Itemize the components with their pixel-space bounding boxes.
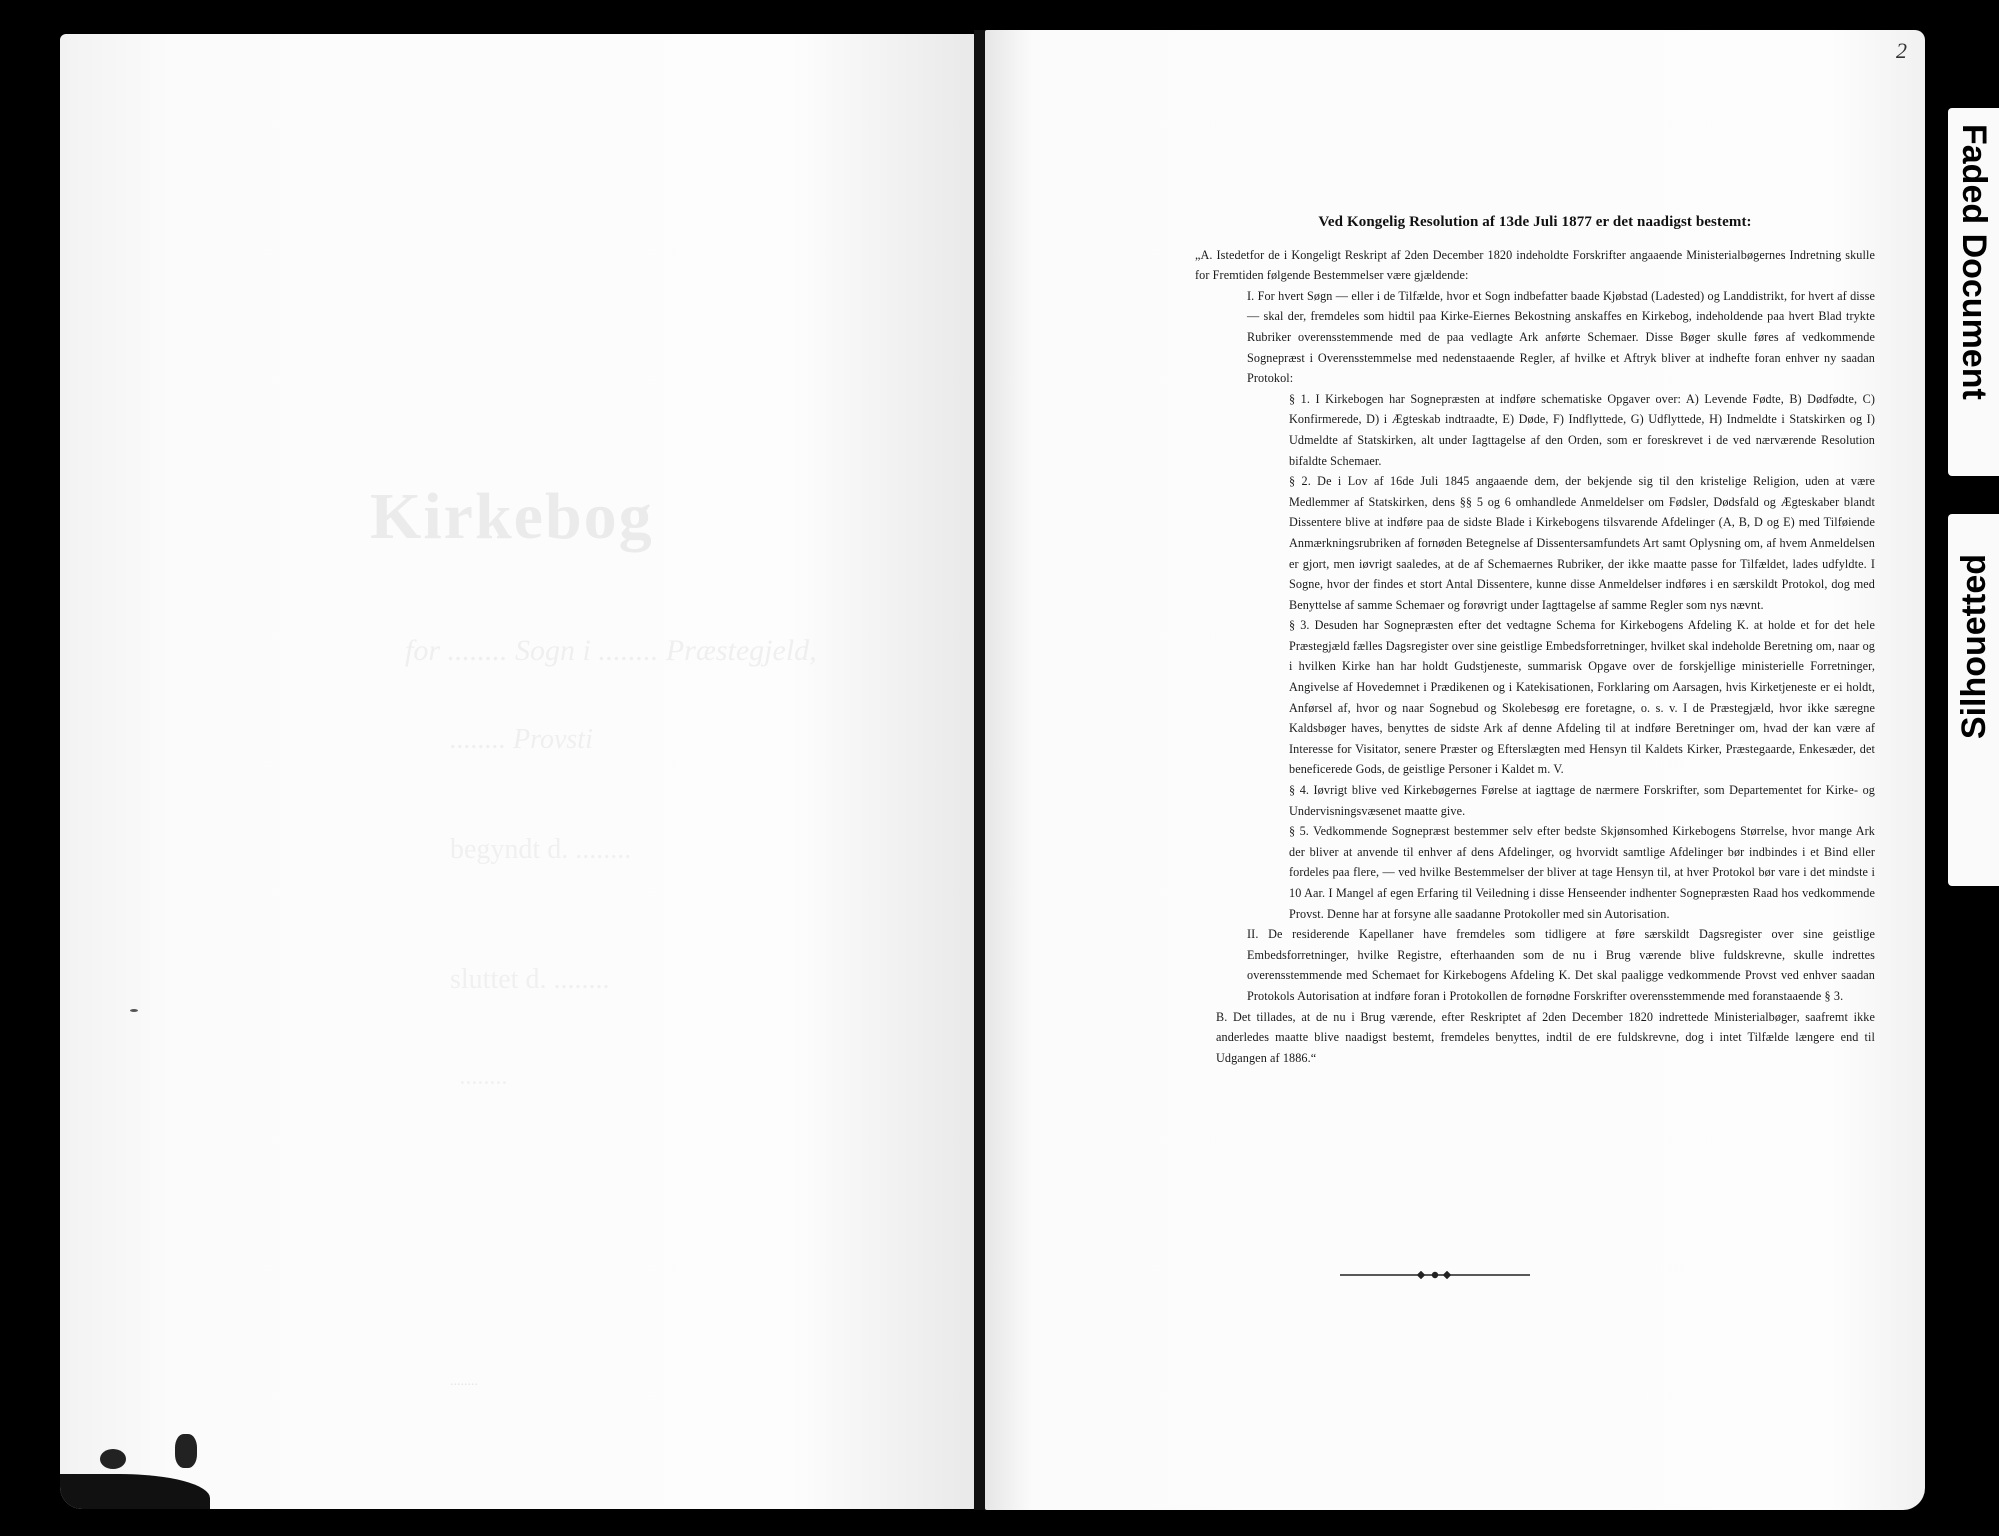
- paragraph-section-3: § 3. Desuden har Sognepræsten efter det vedtagne Schema for Kirkebogens Afdeling K. at holde et for det hele Præstegjæld fælles Dagsregister over sine geistlige Embedsforretninger, hvilket skal indeholde Beretning om, naar og i hvilken Kirke han har holdt Gudstjeneste, summarisk Opgave over de forskjellige ministerielle Forretninger, Angivelse af Hovedemnet i Prædikenen og i Katekisationen, Forklaring om Aarsagen, hvis Kirketjeneste er ei holdt, Anførsel af, hvor og naar Sognebud og Skolebesøg ere foretagne, o. s. v. I de Præstegjæld, hvor ikke særegne Kaldsbøger haves, benyttes de sidste Ark af denne Afdeling til at indføre Beretninger om, hvad der kan være af Interesse for Visitator, senere Præster og Efterslægten med Hensyn til Kaldets Kirker, Præstegaarde, Enkesæder, det beneficerede Gods, de geistlige Personer i Kaldet m. V.: [1289, 618, 1875, 777]
- paragraph-section-2: § 2. De i Lov af 16de Juli 1845 angaaende dem, der bekjende sig til den kristelige Religion, uden at være Medlemmer af Statskirken, dens §§ 5 og 6 omhandlede Anmeldelser om Fødsler, Dødsfald og Ægteskaber blandt Dissentere blive at indføre paa de sidste Blade i Kirkebogens tilsvarende Afdelinger (A, B, D og E) med Tilføiende Anmærkningsrubriken af fornøden Betegnelse af Dissentersamfundets Art samt Oplysning om, af hvem Anmeldelsen er gjort, men iøvrigt saaledes, at de af Schemaernes Rubriker, der ikke maatte passe for Tilfældet, lades udfyldte. I Sogne, hvor der findes et stort Antal Dissentere, kunne disse Anmeldelser indføres i en særskildt Protokol, dog med Benyttelse af samme Schemaer og forøvrigt under Iagttagelse af samme Regler som nys nævnt.: [1289, 474, 1875, 612]
- ink-mark: [130, 1009, 138, 1012]
- tab-silhouetted[interactable]: [1948, 514, 1999, 886]
- paragraph-roman-1: I. For hvert Søgn — eller i de Tilfælde, hvor et Sogn indbefatter baade Kjøbstad (Ladested) og Landdistrikt, for hvert af disse — skal der, fremdeles som hidtil paa Kirke-Eiernes Bekostning anskaffes en Kirkebog, indeholdende paa hvert Blad trykte Rubriker overensstemmende med de paa vedlagte Ark anførte Schemaer. Disse Bøger skulle føres af vedkommende Sognepræst i Overensstemmelse med nedenstaaende Regler, af hvilke et Aftryk bliver at indhefte foran enhver ny saadan Protokol:: [1247, 288, 1875, 386]
- ink-smudge: [175, 1434, 197, 1468]
- faint-line: ........ Provsti: [450, 724, 593, 755]
- paragraph-section-5: § 5. Vedkommende Sognepræst bestemmer selv efter bedste Skjønsomhed Kirkebogens Størrelse, hvor mange Ark der bliver at anvende til enhver af dens Afdelinger, og hvorvidt samtlige Afdelinger bør indbindes i et Bind eller fordeles paa flere, — ved hvilke Bestemmelser der bliver at tage Hensyn til, at hver Protokol bør vare i det mindste i 10 Aar. I Mangel af egen Erfaring til Veiledning i disse Henseender indhenter Sognepræsten Raad hos vedkommende Provst. Denne har at forsyne alle saadanne Protokoller med sin Autorisation.: [1289, 824, 1875, 921]
- paragraph-section-4: § 4. Iøvrigt blive ved Kirkebøgernes Førelse at iagttage de nærmere Forskrifter, som Departementet for Kirke- og Undervisningsvæsenet maatte give.: [1289, 783, 1875, 818]
- paragraph-roman-2: II. De residerende Kapellaner have fremdeles som tidligere at føre særskildt Dagsregister over sine geistlige Embedsforretninger, hvilke Registre, efterhaanden som de nu i Brug værende blive fuldskrevne, skulle indrettes overensstemmende med Schemaet for Kirkebogens Afdeling K. Det skal paaligge vedkommende Provst ved enhver saadan Protokols Autorisation at indføre foran i Protokollen de fornødne Forskrifter overensstemmende med foranstaaende § 3.: [1247, 927, 1875, 1003]
- ink-smudge: [100, 1449, 126, 1469]
- faint-line: sluttet d. ........: [450, 964, 610, 995]
- page-number: 2: [1896, 38, 1907, 63]
- faint-imprint: ........: [450, 1374, 478, 1389]
- tab-label: Faded Document: [1955, 124, 1993, 400]
- faint-title: Kirkebog: [370, 480, 654, 553]
- sidebar: [1948, 0, 1999, 1536]
- document-heading: Ved Kongelig Resolution af 13de Juli 1877 er det naadigst bestemt:: [1318, 214, 1752, 230]
- paragraph-b: B. Det tillades, at de nu i Brug værende, efter Reskriptet af 2den December 1820 indrettede Ministerialbøger, saafremt ikke anderledes maatte blive naadigst bestemt, fremdeles benyttes, indtil de ere fuldskrevne, dog i intet Tilfælde længere end til Udgangen af 1886.“: [1216, 1009, 1875, 1065]
- tab-label: Silhouetted: [1955, 554, 1993, 740]
- faint-line: ........: [460, 1064, 508, 1090]
- ink-smudge: [60, 1474, 210, 1509]
- paragraph-intro: „A. Istedetfor de i Kongeligt Reskript af 2den December 1820 indeholdte Forskrifter angaaende Ministerialbøgernes Indretning skulle for Fremtiden følgende Bestemmelser være gjældende:: [1195, 247, 1875, 283]
- paragraph-section-1: § 1. I Kirkebogen har Sognepræsten at indføre schematiske Opgaver over: A) Levende Fødte, B) Dødfødte, C) Konfirmerede, D) i Ægteskab indtraadte, E) Døde, F) Indflyttede, G) Udflyttede, H) Indmeldte i Statskirken og I) Udmeldte af Statskirken, alt under Iagttagelse af den Orden, som er foreskrevet i de ved nærværende Resolution bifaldte Schemaer.: [1289, 391, 1875, 468]
- ornament-divider: [1340, 1271, 1530, 1279]
- resolution-text: [1195, 180, 1875, 1068]
- faint-line: begyndt d. ........: [450, 834, 632, 865]
- faint-line: for ........ Sogn i ........ Præstegjeld,: [405, 634, 817, 667]
- tab-faded-document[interactable]: [1948, 108, 1999, 476]
- left-page: [60, 34, 975, 1509]
